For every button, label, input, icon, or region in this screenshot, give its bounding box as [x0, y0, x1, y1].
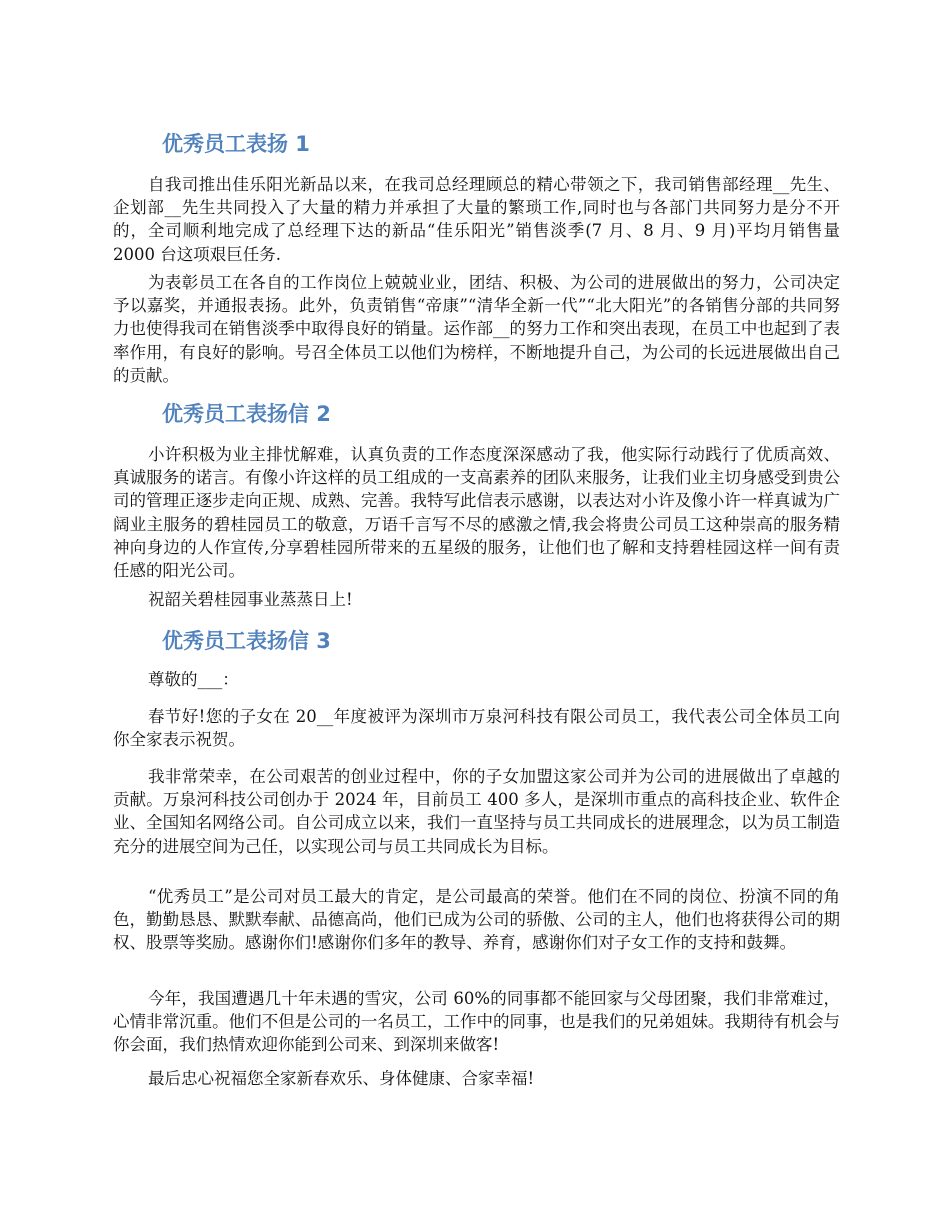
section-1-heading: 优秀员工表扬 1 [162, 132, 310, 156]
section-3-paragraph-1: 春节好!您的子女在 20__年度被评为深圳市万泉河科技有限公司员工，我代表公司全体员工向你全家表示祝贺。 [113, 707, 840, 750]
section-1-paragraph-2: 为表彰员工在各自的工作岗位上兢兢业业，团结、积极、为公司的进展做出的努力，公司决定予以嘉奖，并通报表扬。此外，负责销售“帝康”“清华全新一代”“北大阳光”的各销售分部的共同努力也使得我司在销售淡季中取得良好的销量。运作部__的努力工作和突出表现，在员工中也起到了表率作用，有良好的影响。号召全体员工以他们为榜样，不断地提升自己，为公司的长远进展做出自己的贡献。 [113, 273, 840, 385]
section-2-paragraph-2: 祝韶关碧桂园事业蒸蒸日上! [148, 590, 353, 609]
section-3-paragraph-4: 今年，我国遭遇几十年未遇的雪灾，公司 60%的同事都不能回家与父母团聚，我们非常难过，心情非常沉重。他们不但是公司的一名员工，工作中的同事，也是我们的兄弟姐妹。我期待有机会与你会面，我们热情欢迎你能到公司来、到深圳来做客! [113, 989, 840, 1055]
section-3-paragraph-3: “优秀员工”是公司对员工最大的肯定，是公司最高的荣誉。他们在不同的岗位、扮演不同的角色，勤勤恳恳、默默奉献、品德高尚，他们已成为公司的骄傲、公司的主人，他们也将获得公司的期权、股票等奖励。感谢你们!感谢你们多年的教导、养育，感谢你们对子女工作的支持和鼓舞。 [113, 887, 840, 953]
section-2-heading: 优秀员工表扬信 2 [162, 402, 331, 426]
section-3-heading: 优秀员工表扬信 3 [162, 629, 331, 653]
section-2-paragraph-1: 小许积极为业主排忧解难，认真负责的工作态度深深感动了我，他实际行动践行了优质高效、真诚服务的诺言。有像小许这样的员工组成的一支高素养的团队来服务，让我们业主切身感受到贵公司的管理正逐步走向正规、成熟、完善。我特写此信表示感谢，以表达对小许及像小许一样真诚为广阔业主服务的碧桂园员工的敬意，万语千言写不尽的感激之情,我会将贵公司员工这种崇高的服务精神向身边的人作宣传,分享碧桂园所带来的五星级的服务，让他们也了解和支持碧桂园这样一间有责任感的阳光公司。 [113, 445, 840, 581]
section-3-closing: 最后忠心祝福您全家新春欢乐、身体健康、合家幸福! [148, 1069, 535, 1088]
section-1-paragraph-1: 自我司推出佳乐阳光新品以来，在我司总经理顾总的精心带领之下，我司销售部经理__先生、企划部__先生共同投入了大量的精力并承担了大量的繁琐工作,同时也与各部门共同努力是分不开的，全司顺利地完成了总经理下达的新品“佳乐阳光”销售淡季(7 月、8 月、9 月)平均月销售量 2000 台这项艰巨任务. [113, 175, 840, 264]
section-3-salutation: 尊敬的___： [148, 670, 239, 689]
section-3-paragraph-2: 我非常荣幸，在公司艰苦的创业过程中，你的子女加盟这家公司并为公司的进展做出了卓越的贡献。万泉河科技公司创办于 2024 年，目前员工 400 多人，是深圳市重点的高科技企业、软件企业、全国知名网络公司。自公司成立以来，我们一直坚持与员工共同成长的进展理念，以为员工制造充分的进展空间为己任，以实现公司与员工共同成长为目标。 [113, 767, 840, 856]
